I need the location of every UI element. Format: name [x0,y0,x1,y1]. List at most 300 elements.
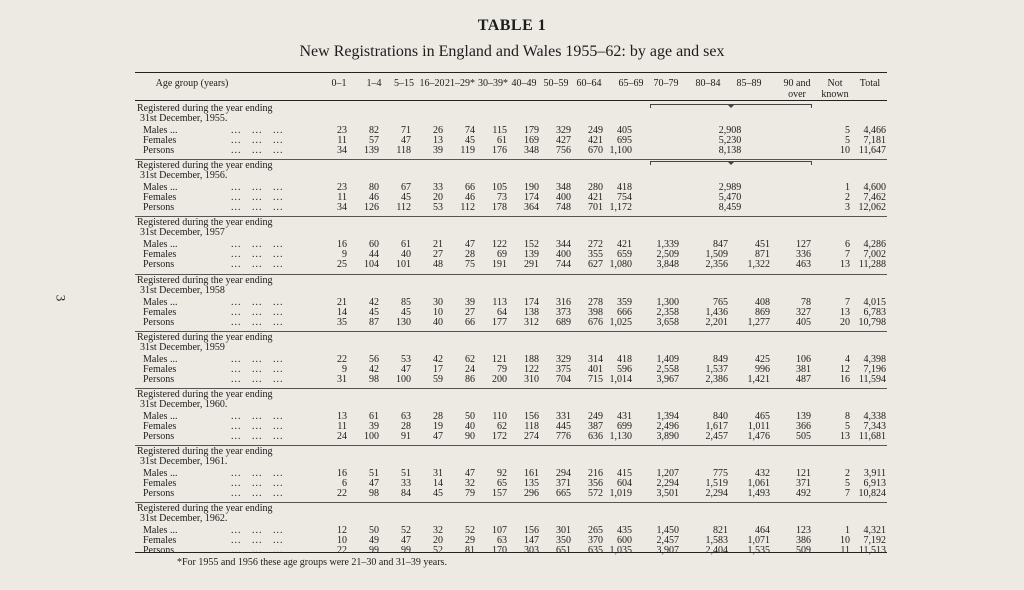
column-header: 40–49 [511,78,537,89]
table-cell: 10 [433,307,443,318]
table-cell: 689 [556,317,571,328]
table-cell: 701 [588,202,603,213]
table-cell: 316 [556,297,571,308]
table-cell: 6,913 [863,478,886,489]
header-bottom-rule [135,100,887,101]
table-cell: 370 [588,535,603,546]
table-cell: 86 [465,374,475,385]
table-cell: 2,457 [705,431,728,442]
table-cell: 445 [556,421,571,432]
table-cell: 329 [556,125,571,136]
table-cell: 7 [845,488,850,499]
table-cell: 8,459 [718,202,742,213]
merged-columns-brace [650,161,812,165]
table-cell: 105 [492,182,507,193]
table-cell: 100 [396,374,411,385]
row-leader-dots: ... ... ... [231,545,284,556]
table-cell: 8,138 [718,145,742,156]
table-cell: 1,277 [747,317,770,328]
row-label: Persons [143,488,175,499]
table-row [0,375,1024,385]
table-cell: 776 [556,431,571,442]
table-cell: 2,201 [705,317,728,328]
table-cell: 113 [492,297,507,308]
group-heading [137,161,273,181]
row-leader-dots: ... ... ... [231,145,284,156]
table-cell: 24 [465,364,475,375]
group-heading-line1: Registered during the year ending [137,446,273,457]
table-cell: 91 [401,431,411,442]
table-cell: 2,496 [656,421,679,432]
group-heading-line1: Registered during the year ending [137,103,273,114]
row-leader-dots: ... ... ... [231,192,284,203]
table-cell: 47 [401,135,411,146]
table-cell: 1,035 [609,545,632,556]
group-heading-line1: Registered during the year ending [137,332,273,343]
table-cell: 7,462 [863,192,886,203]
table-cell: 1,583 [705,535,728,546]
row-label: Females [143,135,177,146]
group-heading [137,390,273,410]
table-cell: 6,783 [863,307,886,318]
table-cell: 666 [617,307,632,318]
table-cell: 847 [713,239,728,250]
table-cell: 2,908 [718,125,742,136]
table-cell: 2,558 [656,364,679,375]
group-heading [137,447,273,467]
row-label: Females [143,364,177,375]
table-cell: 139 [796,411,811,422]
table-cell: 14 [433,478,443,489]
table-cell: 418 [617,354,632,365]
table-cell: 7,196 [863,364,886,375]
row-label: Males ... [143,468,178,479]
table-cell: 6 [342,478,347,489]
table-cell: 4,398 [863,354,886,365]
table-cell: 2,457 [656,535,679,546]
table-cell: 572 [588,488,603,499]
table-cell: 371 [796,478,811,489]
table-cell: 47 [401,364,411,375]
table-cell: 366 [796,421,811,432]
table-cell: 44 [369,249,379,260]
table-cell: 51 [401,468,411,479]
table-cell: 45 [465,135,475,146]
group-heading-line1: Registered during the year ending [137,503,273,514]
table-cell: 135 [524,478,539,489]
table-cell: 704 [556,374,571,385]
table-cell: 699 [617,421,632,432]
row-leader-dots: ... ... ... [231,411,284,422]
table-cell: 47 [465,468,475,479]
table-cell: 765 [713,297,728,308]
table-cell: 139 [364,145,379,156]
table-cell: 190 [524,182,539,193]
brace-tip [727,161,735,165]
table-cell: 636 [588,431,603,442]
table-cell: 156 [524,411,539,422]
table-cell: 840 [713,411,728,422]
table-cell: 2,356 [705,259,728,270]
row-label: Males ... [143,239,178,250]
table-cell: 107 [492,525,507,536]
table-cell: 4,286 [863,239,886,250]
table-cell: 329 [556,354,571,365]
table-cell: 61 [369,411,379,422]
table-cell: 51 [369,468,379,479]
table-cell: 45 [401,307,411,318]
table-cell: 53 [433,202,443,213]
table-cell: 1,071 [747,535,770,546]
table-cell: 90 [465,431,475,442]
table-cell: 670 [588,145,603,156]
table-cell: 50 [369,525,379,536]
table-cell: 294 [556,468,571,479]
row-label: Persons [143,374,175,385]
table-cell: 40 [401,249,411,260]
row-leader-dots: ... ... ... [231,478,284,489]
table-cell: 249 [588,411,603,422]
table-cell: 21 [337,297,347,308]
table-cell: 4,321 [863,525,886,536]
table-cell: 12 [840,364,850,375]
table-cell: 3,911 [863,468,886,479]
table-cell: 1,130 [609,431,632,442]
table-cell: 82 [369,125,379,136]
table-cell: 5 [845,421,850,432]
table-cell: 69 [497,249,507,260]
table-cell: 509 [796,545,811,556]
table-cell: 463 [796,259,811,270]
table-cell: 2,358 [656,307,679,318]
table-cell: 11,681 [858,431,886,442]
table-cell: 61 [497,135,507,146]
table-cell: 121 [796,468,811,479]
table-cell: 427 [556,135,571,146]
page-number: 3 [53,294,69,302]
table-cell: 106 [796,354,811,365]
table-cell: 39 [465,297,475,308]
table-cell: 1,617 [705,421,728,432]
table-cell: 122 [492,239,507,250]
table-cell: 157 [492,488,507,499]
table-cell: 400 [556,192,571,203]
table-cell: 99 [369,545,379,556]
row-label: Males ... [143,525,178,536]
table-cell: 42 [369,364,379,375]
table-row [0,318,1024,328]
table-cell: 62 [497,421,507,432]
row-leader-dots: ... ... ... [231,488,284,499]
table-cell: 5,470 [718,192,742,203]
row-label: Females [143,421,177,432]
table-cell: 1,450 [656,525,679,536]
group-heading-line2: 31st December, 1962. [140,513,228,524]
table-cell: 26 [433,125,443,136]
table-cell: 505 [796,431,811,442]
table-cell: 35 [337,317,347,328]
table-cell: 126 [364,202,379,213]
table-cell: 25 [337,259,347,270]
table-cell: 16 [840,374,850,385]
group-heading-line2: 31st December, 1961. [140,456,228,467]
table-cell: 123 [796,525,811,536]
table-cell: 138 [524,307,539,318]
table-cell: 651 [556,545,571,556]
table-cell: 174 [524,297,539,308]
table-cell: 3,501 [656,488,679,499]
table-cell: 1,436 [705,307,728,318]
table-cell: 7 [845,249,850,260]
table-cell: 375 [556,364,571,375]
table-cell: 7,002 [863,249,886,260]
table-cell: 1 [845,525,850,536]
table-cell: 754 [617,192,632,203]
table-cell: 130 [396,317,411,328]
row-label: Males ... [143,125,178,136]
table-cell: 56 [369,354,379,365]
table-cell: 2,294 [705,488,728,499]
table-cell: 64 [497,307,507,318]
table-cell: 296 [524,488,539,499]
table-cell: 176 [492,145,507,156]
table-cell: 31 [337,374,347,385]
table-cell: 101 [396,259,411,270]
column-header: 60–64 [576,78,602,89]
table-cell: 1,493 [747,488,770,499]
table-cell: 5 [845,125,850,136]
table-cell: 57 [369,135,379,146]
column-header: 70–79 [653,78,679,89]
table-cell: 11,594 [858,374,886,385]
row-label: Females [143,478,177,489]
table-cell: 73 [497,192,507,203]
table-cell: 61 [401,239,411,250]
group-heading-line2: 31st December, 1955. [140,113,228,124]
table-cell: 431 [617,411,632,422]
row-leader-dots: ... ... ... [231,468,284,479]
group-heading-line2: 31st December, 1956. [140,170,228,181]
row-leader-dots: ... ... ... [231,297,284,308]
table-cell: 12 [337,525,347,536]
table-cell: 3,890 [656,431,679,442]
table-cell: 265 [588,525,603,536]
table-cell: 249 [588,125,603,136]
table-cell: 1,519 [705,478,728,489]
row-label: Females [143,307,177,318]
group-heading-line2: 31st December, 1958 [140,285,225,296]
table-cell: 30 [433,297,443,308]
table-row [0,146,1024,156]
table-cell: 492 [796,488,811,499]
table-cell: 1,061 [747,478,770,489]
footnote: *For 1955 and 1956 these age groups were 21–30 and 31–39 years. [177,557,447,568]
table-cell: 63 [497,535,507,546]
table-cell: 52 [401,525,411,536]
table-cell: 4,600 [863,182,886,193]
table-cell: 174 [524,192,539,203]
table-cell: 600 [617,535,632,546]
row-leader-dots: ... ... ... [231,182,284,193]
group-heading [137,504,273,524]
column-header: 30–39* [478,78,508,89]
table-cell: 1,409 [656,354,679,365]
table-cell: 92 [497,468,507,479]
table-cell: 172 [492,431,507,442]
table-cell: 13 [840,259,850,270]
table-cell: 200 [492,374,507,385]
table-cell: 81 [465,545,475,556]
table-cell: 3,658 [656,317,679,328]
table-cell: 464 [755,525,770,536]
table-cell: 421 [588,192,603,203]
column-header: 65–69 [618,78,644,89]
table-cell: 10,798 [858,317,886,328]
row-label: Males ... [143,411,178,422]
column-header: 80–84 [695,78,721,89]
table-cell: 112 [396,202,411,213]
table-cell: 156 [524,525,539,536]
table-cell: 5 [845,135,850,146]
table-cell: 62 [465,354,475,365]
table-cell: 34 [337,145,347,156]
table-cell: 59 [433,374,443,385]
table-cell: 871 [755,249,770,260]
table-cell: 665 [556,488,571,499]
table-cell: 79 [465,488,475,499]
table-cell: 10 [840,535,850,546]
table-cell: 14 [337,307,347,318]
table-cell: 1,014 [609,374,632,385]
table-cell: 11 [840,545,850,556]
table-cell: 8 [845,411,850,422]
row-leader-dots: ... ... ... [231,125,284,136]
table-cell: 344 [556,239,571,250]
group-heading [137,276,273,296]
table-cell: 1,207 [656,468,679,479]
row-label: Females [143,249,177,260]
group-heading [137,104,273,124]
table-cell: 23 [337,182,347,193]
table-cell: 659 [617,249,632,260]
column-header: 16–20 [419,78,445,89]
table-cell: 408 [755,297,770,308]
table-cell: 49 [369,535,379,546]
row-leader-dots: ... ... ... [231,354,284,365]
column-header: Not known [821,78,849,100]
row-leader-dots: ... ... ... [231,364,284,375]
column-header: 85–89 [736,78,762,89]
table-cell: 53 [401,354,411,365]
table-cell: 47 [465,239,475,250]
table-cell: 278 [588,297,603,308]
column-header: 1–4 [366,78,382,89]
table-cell: 188 [524,354,539,365]
table-row [0,260,1024,270]
table-cell: 1,019 [609,488,632,499]
table-title: TABLE 1 [477,17,547,34]
table-cell: 301 [556,525,571,536]
table-cell: 272 [588,239,603,250]
table-cell: 1,535 [747,545,770,556]
table-cell: 996 [755,364,770,375]
column-header: 0–1 [331,78,347,89]
table-cell: 1,100 [609,145,632,156]
table-cell: 1,476 [747,431,770,442]
table-cell: 66 [465,317,475,328]
row-label: Persons [143,545,175,556]
table-cell: 98 [369,374,379,385]
column-header: 90 and over [783,78,811,100]
group-heading-line2: 31st December, 1959 [140,342,225,353]
table-cell: 121 [492,354,507,365]
brace-tip [727,104,735,108]
table-cell: 4,338 [863,411,886,422]
row-leader-dots: ... ... ... [231,135,284,146]
group-heading-line1: Registered during the year ending [137,160,273,171]
group-heading-line2: 31st December, 1957 [140,227,225,238]
column-header: 50–59 [543,78,569,89]
table-cell: 112 [460,202,475,213]
column-header: 5–15 [394,78,414,89]
table-cell: 42 [433,354,443,365]
table-cell: 355 [588,249,603,260]
table-cell: 775 [713,468,728,479]
table-cell: 45 [369,307,379,318]
table-cell: 314 [588,354,603,365]
table-cell: 11,647 [858,145,886,156]
table-cell: 22 [337,354,347,365]
table-cell: 4,015 [863,297,886,308]
table-cell: 23 [337,125,347,136]
table-cell: 119 [460,145,475,156]
table-cell: 359 [617,297,632,308]
table-cell: 364 [524,202,539,213]
table-row [0,546,1024,556]
table-cell: 147 [524,535,539,546]
row-leader-dots: ... ... ... [231,259,284,270]
table-cell: 7,192 [863,535,886,546]
table-cell: 99 [401,545,411,556]
table-subtitle: New Registrations in England and Wales 1955–62: by age and sex [299,43,725,60]
table-cell: 405 [796,317,811,328]
table-cell: 7 [845,297,850,308]
table-cell: 596 [617,364,632,375]
table-cell: 5,230 [718,135,742,146]
table-cell: 400 [556,249,571,260]
table-cell: 4 [845,354,850,365]
table-cell: 274 [524,431,539,442]
table-cell: 33 [401,478,411,489]
table-cell: 291 [524,259,539,270]
table-cell: 29 [465,535,475,546]
table-cell: 3,907 [656,545,679,556]
table-cell: 869 [755,307,770,318]
table-cell: 4,466 [863,125,886,136]
table-cell: 118 [524,421,539,432]
table-cell: 2,294 [656,478,679,489]
table-cell: 31 [433,468,443,479]
table-cell: 33 [433,182,443,193]
table-cell: 21 [433,239,443,250]
group-heading [137,333,273,353]
table-cell: 13 [433,135,443,146]
table-cell: 110 [492,411,507,422]
table-cell: 425 [755,354,770,365]
table-cell: 11 [337,192,347,203]
table-cell: 9 [342,364,347,375]
table-cell: 1,394 [656,411,679,422]
